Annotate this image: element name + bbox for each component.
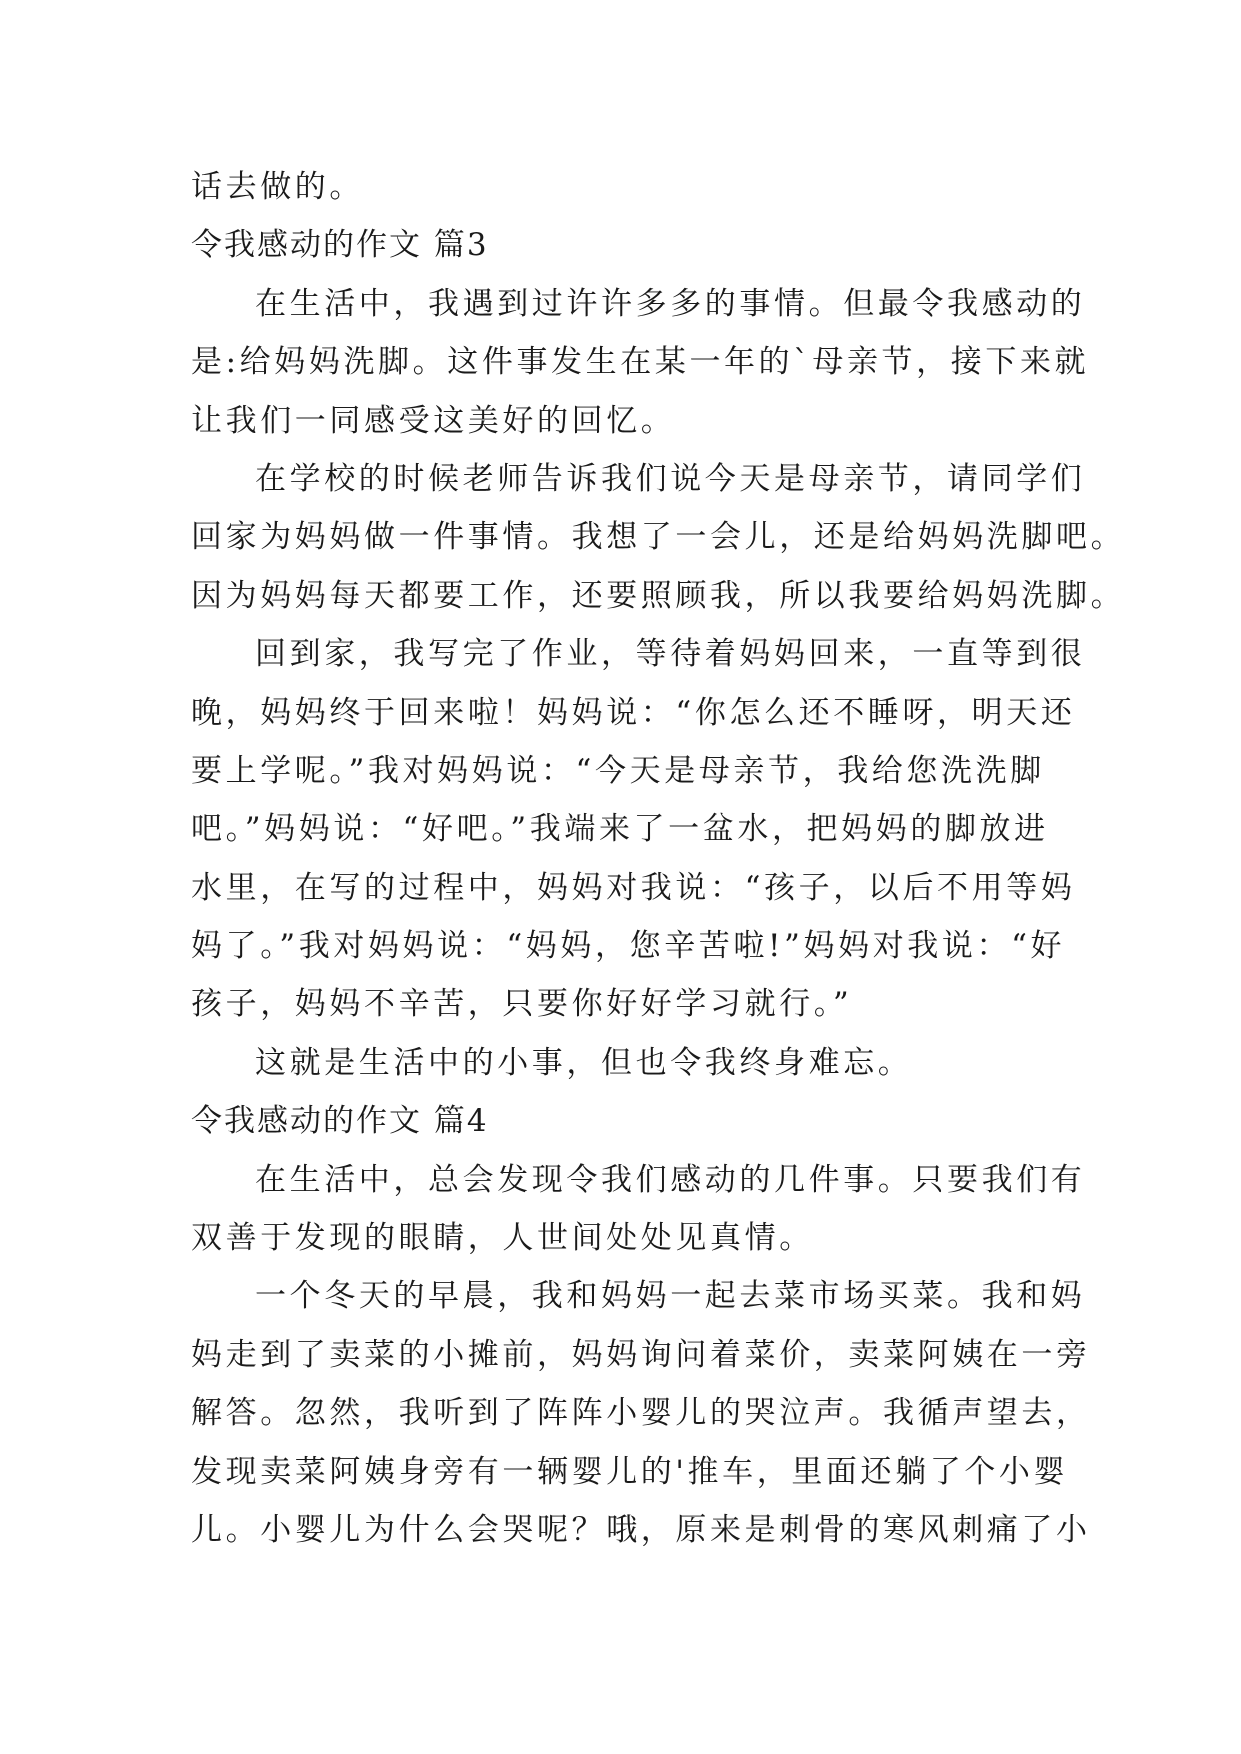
text-line: 因为妈妈每天都要工作，还要照顾我，所以我要给妈妈洗脚。 <box>191 577 1126 614</box>
document-body <box>191 158 1126 1559</box>
text-line: 这就是生活中的小事，但也令我终身难忘。 <box>255 1044 913 1081</box>
text-line: 在生活中，我遇到过许许多多的事情。但最令我感动的 <box>255 285 1086 322</box>
text-line: 让我们一同感受这美好的回忆。 <box>191 402 676 439</box>
text-line: 要上学呢。”我对妈妈说：“今天是母亲节，我给您洗洗脚 <box>191 752 1045 789</box>
section-heading-4: 令我感动的作文 篇4 <box>191 1103 489 1140</box>
text-line: 是:给妈妈洗脚。这件事发生在某一年的`母亲节，接下来就 <box>191 344 1090 381</box>
text-line: 双善于发现的眼睛，人世间处处见真情。 <box>191 1220 814 1257</box>
section-heading-3: 令我感动的作文 篇3 <box>191 227 489 264</box>
text-line: 在学校的时候老师告诉我们说今天是母亲节，请同学们 <box>255 460 1086 497</box>
text-line: 吧。”妈妈说：“好吧。”我端来了一盆水，把妈妈的脚放进 <box>191 811 1049 848</box>
text-line: 妈走到了卖菜的小摊前，妈妈询问着菜价，卖菜阿姨在一旁 <box>191 1336 1091 1373</box>
text-line: 儿。小婴儿为什么会哭呢？哦，原来是刺骨的寒风刺痛了小 <box>191 1511 1091 1548</box>
text-line: 发现卖菜阿姨身旁有一辆婴儿的'推车，里面还躺了个小婴 <box>191 1453 1069 1490</box>
text-line: 回家为妈妈做一件事情。我想了一会儿，还是给妈妈洗脚吧。 <box>191 519 1126 556</box>
text-line: 回到家，我写完了作业，等待着妈妈回来，一直等到很 <box>255 636 1086 673</box>
text-line: 妈了。”我对妈妈说：“妈妈，您辛苦啦!”妈妈对我说：“好 <box>191 928 1066 965</box>
text-line: 晚，妈妈终于回来啦！妈妈说：“你怎么还不睡呀，明天还 <box>191 694 1076 731</box>
text-line: 孩子，妈妈不辛苦，只要你好好学习就行。” <box>191 986 853 1023</box>
text-line: 话去做的。 <box>191 169 364 205</box>
text-line: 水里，在写的过程中，妈妈对我说：“孩子，以后不用等妈 <box>191 869 1076 906</box>
text-line: 解答。忽然，我听到了阵阵小婴儿的哭泣声。我循声望去， <box>191 1395 1091 1432</box>
text-line: 在生活中，总会发现令我们感动的几件事。只要我们有 <box>255 1161 1086 1198</box>
text-line: 一个冬天的早晨，我和妈妈一起去菜市场买菜。我和妈 <box>255 1278 1086 1315</box>
